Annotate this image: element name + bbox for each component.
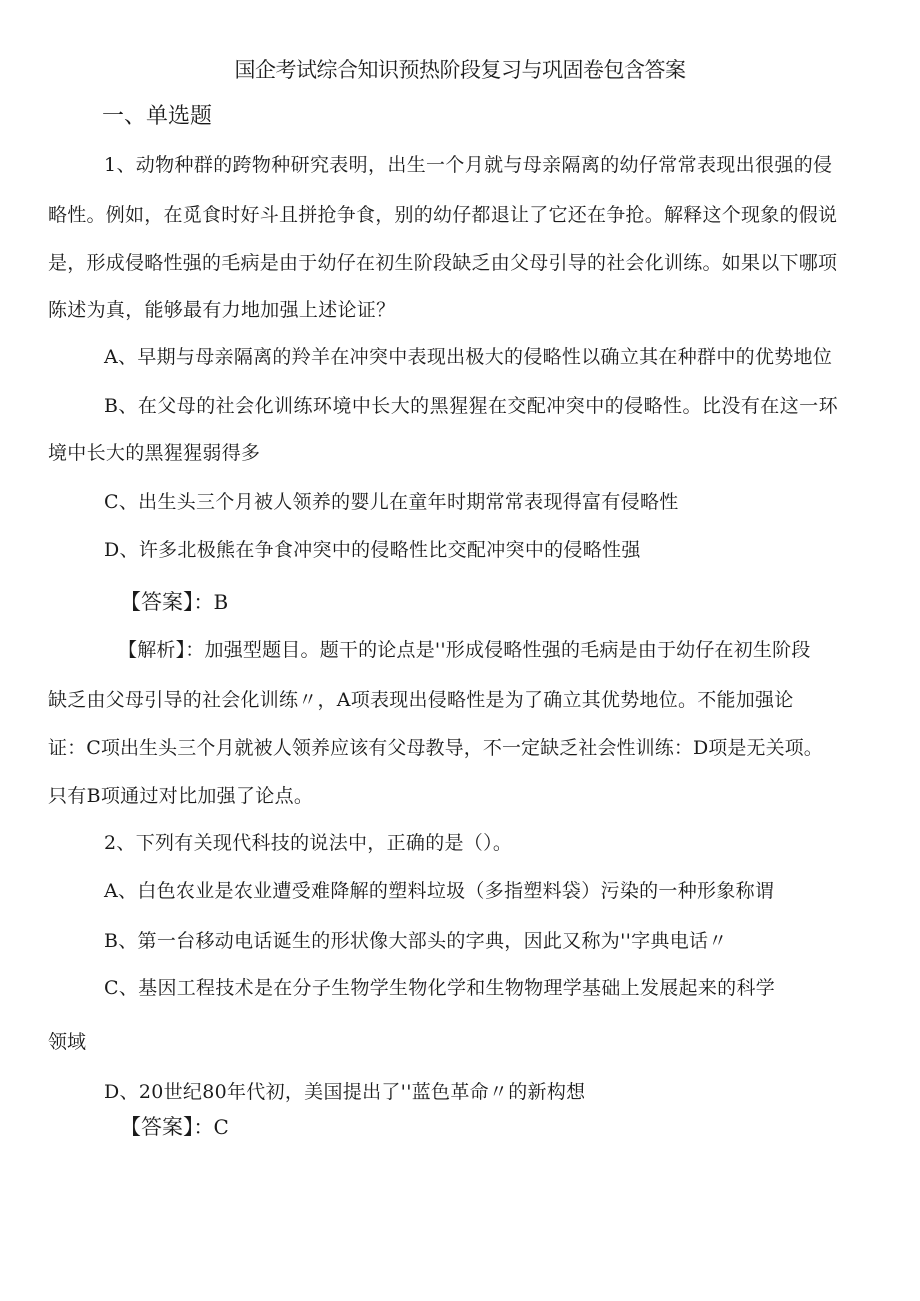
q1-stem-line-2: 略性。例如，在觅食时好斗且拼抢争食，别的幼仔都退让了它还在争抢。解释这个现象的假说	[48, 204, 838, 226]
q2-answer-label: 【答案】	[120, 1115, 194, 1139]
q2-option-b: B、第一台移动电话诞生的形状像大部头的字典，因此又称为''字典电话〃	[104, 930, 728, 952]
q2-answer	[120, 1113, 229, 1141]
q2-stem: 2、下列有关现代科技的说法中，正确的是（）。	[104, 832, 513, 854]
q1-stem-line-3: 是，形成侵略性强的毛病是由于幼仔在初生阶段缺乏由父母引导的社会化训练。如果以下哪项	[48, 252, 838, 274]
q1-answer-label: 【答案】	[120, 590, 194, 614]
document-title: 国企考试综合知识预热阶段复习与巩固卷包含答案	[234, 58, 686, 82]
q1-explanation-line-1: 【解析】：加强型题目。题干的论点是''形成侵略性强的毛病是由于幼仔在初生阶段	[118, 639, 811, 661]
q2-option-c-line-1: C、基因工程技术是在分子生物学生物化学和生物物理学基础上发展起来的科学	[104, 977, 776, 999]
q1-answer	[120, 588, 228, 616]
q2-option-d: D、20世纪80年代初，美国提出了''蓝色革命〃的新构想	[104, 1081, 586, 1103]
q2-option-c-line-2: 领域	[48, 1031, 87, 1053]
q1-stem-line-4: 陈述为真，能够最有力地加强上述论证？	[48, 299, 396, 321]
q1-explanation-line-2: 缺乏由父母引导的社会化训练〃，A项表现出侵略性是为了确立其优势地位。不能加强论	[48, 689, 794, 711]
q1-option-b-line-2: 境中长大的黑猩猩弱得多	[48, 442, 261, 464]
q1-option-d: D、许多北极熊在争食冲突中的侵略性比交配冲突中的侵略性强	[104, 539, 641, 561]
q1-answer-value: ：B	[193, 590, 229, 614]
q2-option-a: A、白色农业是农业遭受难降解的塑料垃圾（多指塑料袋）污染的一种形象称谓	[104, 880, 775, 902]
q1-stem-line-1: 1、动物种群的跨物种研究表明，出生一个月就与母亲隔离的幼仔常常表现出很强的侵	[104, 154, 833, 176]
q1-explanation-line-3: 证：C项出生头三个月就被人领养应该有父母教导，不一定缺乏社会性训练：D项是无关项。	[48, 737, 823, 759]
section-heading: 一、单选题	[102, 104, 213, 129]
q2-answer-value: ：C	[193, 1115, 229, 1139]
q1-explanation-line-4: 只有B项通过对比加强了论点。	[48, 785, 314, 807]
q1-option-c: C、出生头三个月被人领养的婴儿在童年时期常常表现得富有侵略性	[104, 491, 679, 513]
q1-option-b-line-1: B、在父母的社会化训练环境中长大的黑猩猩在交配冲突中的侵略性。比没有在这一环	[104, 395, 839, 417]
q1-option-a: A、早期与母亲隔离的羚羊在冲突中表现出极大的侵略性以确立其在种群中的优势地位	[104, 346, 833, 368]
